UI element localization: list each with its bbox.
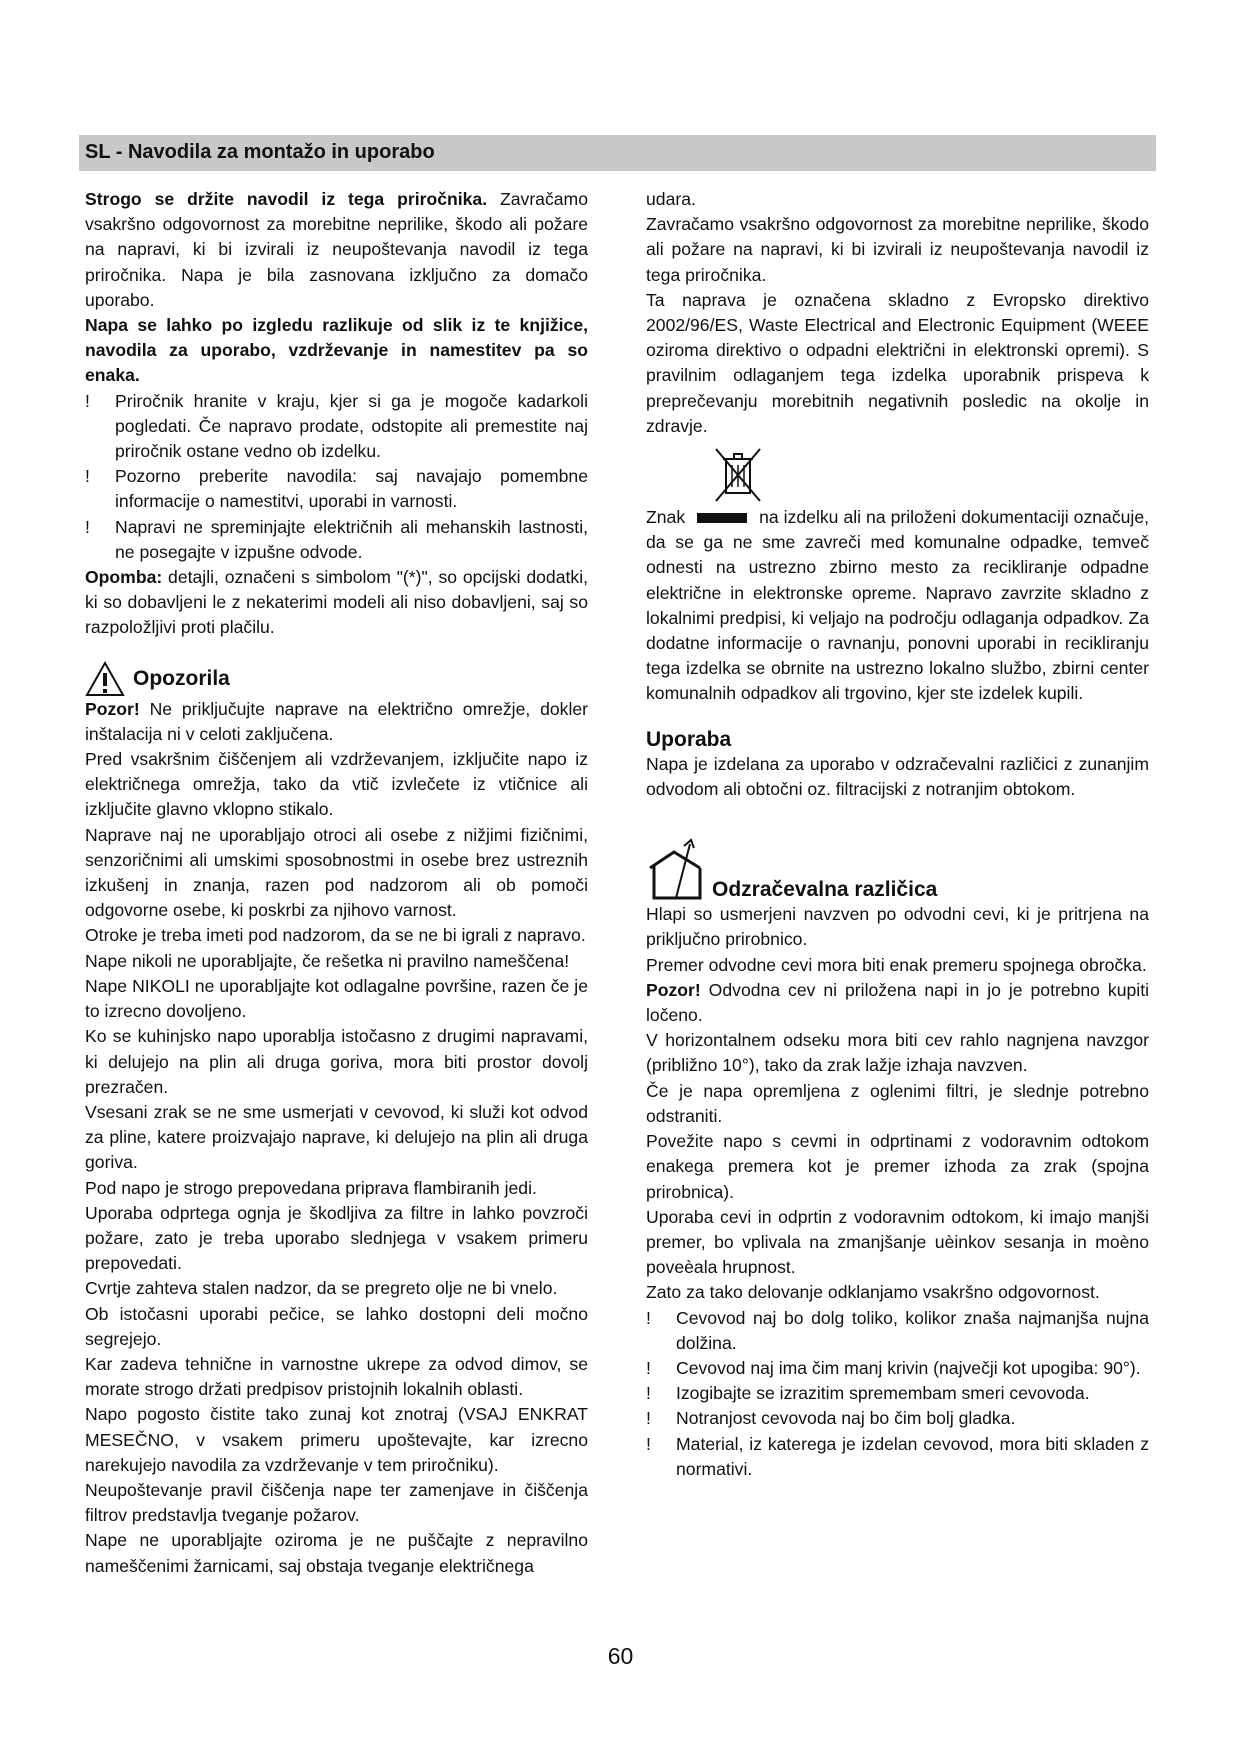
- paragraph: Premer odvodne cevi mora biti enak premeru spojnega obročka.: [646, 954, 1147, 975]
- paragraph: Ob istočasni uporabi pečice, se lahko dostopni deli močno segrejejo.: [85, 1303, 588, 1349]
- paragraph: Pred vsakršnim čiščenjem ali vzdrževanjem, izključite napo iz električnega omrežja, tako da vtič izvlečete iz vtičnice ali izključite glavno vklopno stikalo.: [85, 749, 588, 820]
- paragraph: Naprave naj ne uporabljajo otroci ali osebe z nižjimi fizičnimi, senzoričnimi ali umskimi sposobnostmi in osebe brez ustreznih izkušenj in znanja, razen pod nadzorom ali ob pomoči odgovorne osebe, ki poskrbi za njihovo varnost.: [85, 824, 588, 921]
- paragraph: Vsesani zrak se ne sme usmerjati v cevovod, ki služi kot odvod za pline, katere proizvajajo naprave, ki delujejo na plin ali druga goriva.: [85, 1101, 588, 1173]
- paragraph: Napo pogosto čistite tako zunaj kot znotraj (VSAJ ENKRAT MESEČNO, v vsakem primeru upoštevajte, kar izrecno narekujejo navodila za vzdrževanje v tem priročniku).: [85, 1404, 588, 1475]
- paragraph: Nape nikoli ne uporabljajte, če rešetka ni pravilno nameščena!: [85, 950, 570, 971]
- ducted-version-title: Odzračevalna različica: [712, 878, 938, 902]
- house-vent-icon: [646, 838, 708, 902]
- list-item-text: Pozorno preberite navodila: saj navajajo pomembne informacije o namestitvi, uporabi in varnosti.: [115, 466, 588, 512]
- paragraph: Napa je izdelana za uporabo v odzračevalni različici z zunanjim odvodom ali obtočni oz. filtracijski z notranjim obtokom.: [646, 753, 1149, 800]
- paragraph: Kar zadeva tehnične in varnostne ukrepe za odvod dimov, se morate strogo držati predpisov pristojnih lokalnih oblasti.: [85, 1353, 588, 1400]
- list-item-text: Cevovod naj bo dolg toliko, kolikor znaša najmanjša nujna dolžina.: [676, 1307, 1149, 1353]
- warning-label: Pozor!: [646, 979, 701, 1000]
- weee-paragraph: [646, 505, 1149, 707]
- paragraph: Cvrtje zahteva stalen nadzor, da se pregreto olje ne bi vnelo.: [85, 1278, 558, 1299]
- paragraph: Neupoštevanje pravil čiščenja nape ter zamenjave in čiščenja filtrov predstavlja tveganje požarov.: [85, 1479, 588, 1526]
- warning-paragraph: [85, 697, 588, 747]
- exclamation-mark: !: [646, 1307, 651, 1328]
- list-item: [85, 515, 588, 565]
- list-item: [646, 1406, 1149, 1431]
- intro-bold: Strogo se držite navodil iz tega priročnika.: [85, 189, 488, 209]
- note-label: Opomba:: [85, 567, 163, 588]
- paragraph: Nape NIKOLI ne uporabljajte kot odlagalne površine, razen če je to izrecno dovoljeno.: [85, 975, 588, 1022]
- exclamation-mark: !: [646, 1433, 651, 1454]
- warnings-heading: [85, 661, 588, 697]
- paragraph: Če je napa opremljena z oglenimi filtri, je slednje potrebno odstraniti.: [646, 1080, 1149, 1126]
- right-column: [646, 187, 1149, 1482]
- paragraph: Hlapi so usmerjeni navzven po odvodni cevi, ki je pritrjena na priključno prirobnico.: [646, 904, 1149, 950]
- warning-paragraph: [646, 978, 1149, 1028]
- continued-text: udara.: [646, 189, 696, 209]
- weee-bar-icon: [697, 513, 747, 523]
- page-title: SL - Navodila za montažo in uporabo: [85, 141, 435, 163]
- list-item: [646, 1432, 1149, 1482]
- note-text: detajli, označeni s simbolom "(*)", so opcijski dodatki, ki so dobavljeni le z nekaterimi modeli ali niso dobavljeni, saj so razpoložljivi proti plačilu.: [85, 567, 588, 638]
- intro-paragraph: [85, 187, 588, 313]
- list-item-text: Napravi ne spreminjajte električnih ali mehanskih lastnosti, ne posegajte v izpušne odvode.: [115, 516, 588, 562]
- exclamation-mark: !: [85, 516, 90, 537]
- paragraph: Ta naprava je označena skladno z Evropsko direktivo 2002/96/ES, Waste Electrical and Electronic Equipment (WEEE oziroma direktivo o odpadni električni in elektronski opremi). S pravilnim odlaganjem tega izdelka uporabnik prispeva k preprečevanju morebitnih negativnih posledic na okolje in zdravje.: [646, 289, 1149, 436]
- appearance-note: Napa se lahko po izgledu razlikuje od slik iz te knjižice, navodila za uporabo, vzdrževanje in namestitev pa so enaka.: [85, 315, 588, 386]
- paragraph: Uporaba cevi in odprtin z vodoravnim odtokom, ki imajo manjši premer, bo vplivala na zmanjšanje uèinkov sesanja in moèno poveèala hrupnost.: [646, 1206, 1149, 1278]
- crossed-bin-icon: [708, 445, 768, 505]
- weee-symbol-row: [646, 445, 1149, 505]
- page-number: 60: [607, 1643, 634, 1669]
- paragraph: Zato za tako delovanje odklanjamo vsakršno odgovornost.: [646, 1282, 1100, 1303]
- list-item-text: Notranjost cevovoda naj bo čim bolj gladka.: [676, 1408, 1016, 1429]
- note-paragraph: [85, 565, 588, 641]
- paragraph: Nape ne uporabljajte oziroma je ne puščajte z nepravilno nameščenimi žarnicami, saj obstaja tveganje električnega: [85, 1530, 588, 1576]
- warning-text: Ne priključujte naprave na električno omrežje, dokler inštalacija ni v celoti zaključena.: [85, 698, 588, 744]
- warnings-title: Opozorila: [133, 667, 230, 691]
- exclamation-mark: !: [85, 466, 90, 487]
- usage-heading: Uporaba: [646, 727, 732, 751]
- paragraph: Zavračamo vsakršno odgovornost za morebitne neprilike, škodo ali požare na napravi, ki bi izvirali iz neupoštevanja navodil iz tega priročnika.: [646, 214, 1149, 285]
- ducted-version-heading: [646, 838, 1149, 902]
- paragraph: Pod napo je strogo prepovedana priprava flambiranih jedi.: [85, 1177, 537, 1198]
- znak-label: Znak: [646, 507, 686, 528]
- exclamation-mark: !: [646, 1408, 651, 1429]
- section-header-bar: [79, 135, 1156, 171]
- paragraph: Ko se kuhinjsko napo uporablja istočasno z drugimi napravami, ki delujejo na plin ali druga goriva, mora biti prostor dovolj prezračen.: [85, 1026, 588, 1097]
- list-item: [646, 1381, 1149, 1406]
- warning-triangle-icon: [85, 661, 125, 697]
- list-item: [646, 1306, 1149, 1356]
- intro-rest: Zavračamo vsakršno odgovornost za morebitne neprilike, škodo ali požare na napravi, ki bi izvirali iz neupoštevanja navodil iz tega priročnika. Napa je bila zasnovana izključno za domačo uporabo.: [85, 189, 588, 310]
- list-item: [85, 464, 588, 514]
- exclamation-mark: !: [85, 390, 90, 411]
- warning-text: Odvodna cev ni priložena napi in jo je potrebno kupiti ločeno.: [646, 979, 1149, 1026]
- list-item: [646, 1356, 1149, 1381]
- list-item: [85, 389, 588, 465]
- paragraph: Otroke je treba imeti pod nadzorom, da se ne bi igrali z napravo.: [85, 925, 586, 946]
- exclamation-mark: !: [646, 1383, 651, 1404]
- left-column: [85, 187, 588, 1579]
- paragraph: V horizontalnem odseku mora biti cev rahlo nagnjena navzgor (približno 10°), tako da zrak lažje izhaja navzven.: [646, 1030, 1149, 1076]
- list-item-text: Material, iz katerega je izdelan cevovod, mora biti skladen z normativi.: [676, 1433, 1149, 1479]
- znak-text: na izdelku ali na priloženi dokumentaciji označuje, da se ga ne sme zavreči med komunalne odpadke, temveč odnesti na ustrezno zbirno mesto za recikliranje odpadne električne in elektronske opreme. Napravo zavrzite skladno z lokalnimi predpisi, ki veljajo na področju odlaganja odpadkov. Za dodatne informacije o ravnanju, ponovni uporabi in recikliranju tega izdelka se obrnite na ustrezno lokalno službo, zbirni center komunalnih odpadkov ali trgovino, kjer ste izdelek kupili.: [646, 507, 1149, 704]
- paragraph: Uporaba odprtega ognja je škodljiva za filtre in lahko povzroči požare, zato je treba uporabo slednjega v vsakem primeru prepovedati.: [85, 1202, 588, 1274]
- list-item-text: Izogibajte se izrazitim spremembam smeri cevovoda.: [676, 1383, 1090, 1404]
- list-item-text: Cevovod naj ima čim manj krivin (največji kot upogiba: 90°).: [676, 1357, 1141, 1378]
- list-item-text: Priročnik hranite v kraju, kjer si ga je mogoče kadarkoli pogledati. Če napravo prodate, odstopite ali premestite naj priročnik ostane vedno ob izdelku.: [115, 390, 588, 462]
- warning-label: Pozor!: [85, 698, 140, 719]
- paragraph: Povežite napo s cevmi in odprtinami z vodoravnim odtokom enakega premera kot je premer izhoda za zrak (spojna prirobnica).: [646, 1131, 1149, 1202]
- exclamation-mark: !: [646, 1357, 651, 1378]
